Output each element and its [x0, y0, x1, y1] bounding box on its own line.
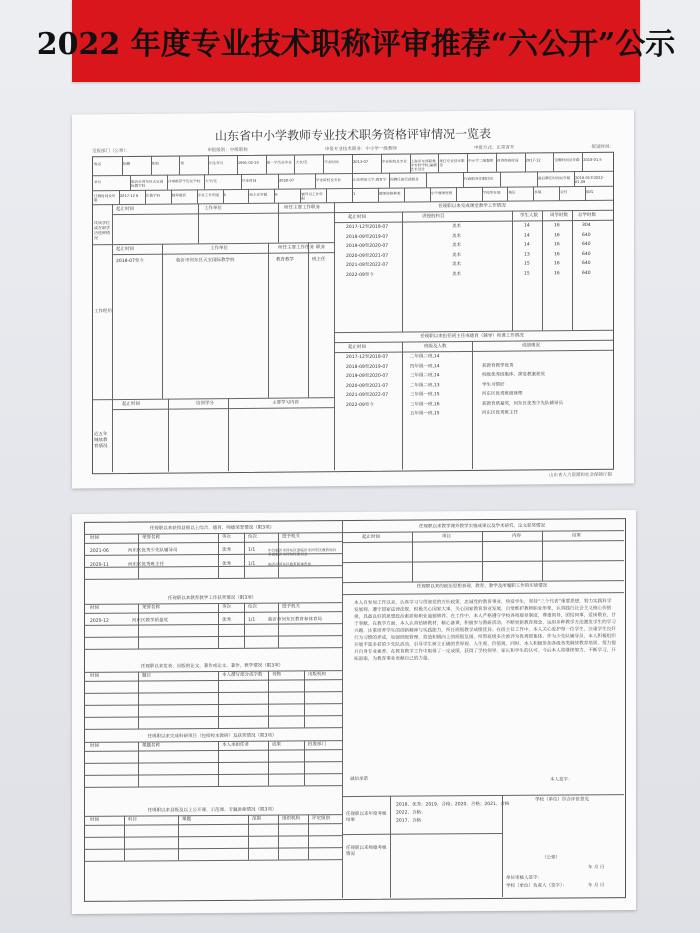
open_class-header: 评定级别 [312, 816, 330, 822]
table-rule [308, 242, 309, 397]
table-rule [323, 154, 324, 173]
work-section-label: 工作经历 [94, 309, 112, 315]
basic-info-cell: 学校所在地 [482, 190, 501, 195]
table-rule [456, 187, 457, 201]
date-label: 年 月 日 [588, 865, 605, 871]
table-rule [278, 174, 279, 189]
guidance-row-cell: 2022-09至今 [346, 402, 374, 408]
teaching-row-cell: 640 [582, 251, 591, 257]
table-rule [278, 203, 279, 243]
teaching-row-cell: 16 [554, 251, 560, 257]
table-rule [585, 186, 586, 200]
open_class-header: 时间 [90, 817, 99, 823]
basic-info-cell: 专业工作年限 [197, 193, 220, 198]
work-row-cell: 教育教学 [276, 257, 294, 263]
teaching-row-cell: 304 [582, 222, 591, 229]
honor-row-cell: 中共临沂市河东区委临沂市河东区教育局共青团临沂市河东区委员会 [268, 548, 337, 557]
papers-header: 本人撰写部分或字数 [222, 672, 263, 678]
table-rule [218, 671, 219, 728]
table-rule [352, 154, 353, 173]
basic-info-cell: 毕业时间 [324, 160, 339, 165]
table-rule [248, 189, 249, 203]
table-rule [389, 173, 390, 188]
commitment-label: 诚信承诺 [350, 776, 368, 783]
teaching_honors-header: 时间 [90, 605, 99, 611]
table-rule [582, 152, 583, 171]
table-rule [218, 603, 219, 648]
open_class-header: 课题 [182, 817, 191, 823]
research-title: 任现职以来完成科研项目（包括校本教研）及获奖情况（限3项） [147, 733, 277, 740]
honors-header: 荣誉名称 [142, 535, 160, 541]
table-rule [122, 156, 123, 175]
seal-label: （公章） [542, 855, 560, 861]
honors-header: 位次 [248, 534, 257, 540]
form-footer: 山东省人力资源和社会保障厅制 [549, 472, 612, 479]
teaching-row-cell: 16 [554, 223, 560, 229]
table-rule [525, 152, 526, 171]
right-top-header: 项目 [442, 534, 451, 540]
guidance-row-cell: 2019-09至2020-07 [346, 373, 389, 380]
table-rule [278, 815, 279, 860]
basic-info-cell: 偏远 [586, 189, 594, 194]
table-rule [472, 341, 473, 469]
teaching_honors-header: 位次 [248, 604, 257, 610]
teaching-row-cell: 16 [554, 242, 560, 248]
right-top-header: 结果 [572, 533, 581, 539]
teaching_honors-header: 等次 [222, 604, 231, 610]
honors-header: 等次 [222, 534, 231, 540]
basic-info-cell: 获得资格时间 [496, 158, 519, 163]
work-row-cell: 班主任 [312, 257, 326, 263]
guidance-row-cell: 获教育质量奖，河东区优秀少先队辅导员 [482, 400, 563, 407]
table-rule [124, 816, 125, 861]
basic-info-cell: 1 [353, 191, 356, 196]
table-rule [507, 187, 508, 201]
table-rule [218, 533, 219, 578]
table-rule [326, 188, 327, 202]
table-rule [381, 154, 382, 173]
table-rule [268, 741, 269, 786]
table-rule [197, 189, 198, 203]
guidance-row-cell: 获教育教学优秀 [482, 363, 514, 369]
teaching-row-cell: 640 [582, 260, 591, 267]
teaching-row-cell: 14 [524, 242, 530, 248]
table-rule [138, 742, 139, 787]
teaching-row-cell: 640 [582, 241, 591, 248]
papers-header: 时间 [90, 673, 99, 679]
study-header: 起止时间 [116, 206, 134, 213]
table-rule [244, 533, 245, 578]
table-rule [426, 172, 427, 187]
table-rule [162, 244, 163, 399]
assessment-label: 任现职以来年度考核结果 [346, 811, 387, 824]
table-rule [198, 203, 199, 243]
guidance-header: 起止时间 [348, 344, 366, 351]
teaching-row-cell: 美术 [452, 271, 461, 277]
table-rule [204, 174, 205, 189]
basic-info-cell: 2018-01,5 [583, 157, 602, 162]
basic-info-cell: 钢琴教育 [171, 193, 187, 198]
training-section-label: 近五年继续教育情况 [94, 432, 108, 450]
honor-row-cell: 1/1 [248, 547, 256, 553]
teaching-row-cell: 16 [554, 261, 560, 267]
honor-row-cell: 2021-06 [90, 548, 109, 554]
table-rule [268, 671, 269, 728]
teaching-header: 讲授的科目 [422, 214, 445, 220]
table-rule [412, 532, 413, 582]
right-top-header: 内容 [512, 533, 521, 539]
guidance-row-cell: 2021-09至2022-07 [346, 392, 389, 399]
table-rule [208, 155, 209, 174]
table-rule [248, 815, 249, 860]
basic-info-cell: 6 [275, 192, 278, 197]
basic-info-cell: 徐鹏 [122, 161, 130, 167]
basic-info-cell: 出生年月 [209, 161, 224, 166]
basic-info-cell: 第一学历及毕业 [266, 160, 292, 165]
honors-title: 任现职以来获得县级以上综合、德育、师德荣誉情况（限3项） [149, 525, 275, 532]
table-rule [119, 190, 120, 204]
banner-title: 2022 年度专业技术职称评审推荐“六公开”公示 [36, 27, 676, 62]
table-rule [304, 670, 305, 727]
teaching-honor-row-cell: 优秀 [222, 617, 231, 623]
work-header: 工作单位 [210, 246, 228, 252]
basic-info-cell: 受聘时间及年限 [554, 158, 580, 163]
table-rule [304, 740, 305, 785]
teaching-honor-row-cell: 河东区教学质量奖 [132, 618, 168, 624]
table-rule [404, 188, 405, 202]
table-rule [179, 156, 180, 175]
teaching_honors-header: 授予机关 [282, 604, 300, 610]
teaching-honor-row-cell: 2020-12 [90, 618, 109, 624]
table-rule [228, 398, 229, 471]
work-header: 起止时间 [116, 246, 134, 253]
table-rule [300, 188, 301, 202]
right-top-header: 起止时间 [362, 534, 380, 540]
teaching-row-cell: 2018-09至2019-07 [346, 234, 389, 240]
table-rule [496, 153, 497, 172]
achievement-form-sheet [72, 510, 636, 914]
meta-item: 申报专业技术职务：中小学一级教师 [324, 146, 397, 153]
guidance-header: 成绩情况 [522, 343, 540, 349]
teaching-row-cell: 美术 [452, 233, 461, 239]
evaluation-form-sheet [72, 110, 634, 489]
research-header: 时间 [90, 743, 99, 749]
table-rule [537, 171, 538, 186]
basic-info-cell: 毕业院校及专业 [316, 178, 342, 183]
basic-info-cell: 单位 [94, 180, 102, 185]
guidance-row-cell: 三年级二班,14 [410, 373, 440, 379]
teaching-row-cell: 2021-09至2022-07 [346, 262, 389, 269]
basic-info-cell: 小学教师资格 [430, 191, 453, 196]
guidance-row-cell: 四年级一班,14 [410, 363, 440, 370]
basic-info-cell: 大学/无 [205, 179, 217, 184]
table-rule [402, 342, 403, 470]
guidance-row-cell: 学生习惯好 [482, 382, 505, 388]
basic-info-cell: 毕业时间 [242, 178, 257, 183]
table-rule [402, 212, 403, 332]
signature-label: 本人签字： [550, 777, 573, 783]
basic-info-cell: 农村 [560, 190, 568, 195]
teaching-row-cell: 美术 [452, 252, 461, 258]
table-rule [438, 153, 439, 172]
teaching-header: 周学时数 [550, 213, 568, 219]
teaching-row-cell: 640 [582, 232, 591, 238]
basic-info-cell: 6 [223, 193, 226, 198]
table-rule [334, 202, 335, 470]
teaching-row-cell: 2020-09至2021-07 [346, 253, 389, 259]
table-rule [467, 153, 468, 172]
teaching-row-cell: 16 [554, 232, 560, 238]
table-rule [542, 210, 543, 330]
table-rule [138, 604, 139, 649]
research-header: 成果 [272, 742, 281, 748]
table-rule [138, 672, 139, 729]
basic-info-cell: 2013-07 [353, 159, 369, 164]
basic-info-cell: 大专/无 [295, 160, 308, 165]
teaching_honors-header: 荣誉名称 [142, 605, 160, 611]
date-label: 年 月 日 [588, 883, 605, 889]
training-header: 培训学分 [196, 401, 214, 407]
basic-info-cell: 任教学科 [145, 193, 161, 198]
table-rule [308, 814, 309, 859]
basic-info-cell: 最后聘任时间及年限 [538, 176, 571, 181]
table-rule [482, 531, 483, 581]
table-rule [294, 155, 295, 174]
teaching-header: 起止时间 [348, 214, 366, 221]
table-rule [574, 171, 575, 186]
table-rule [553, 152, 554, 171]
research-header: 本人承担任务 [222, 742, 249, 748]
table-rule [167, 175, 168, 190]
table-rule [266, 155, 267, 174]
basic-info-cell: 城区 [508, 190, 516, 195]
teaching-row-cell: 14 [524, 223, 530, 229]
papers-header: 刊物 [272, 672, 281, 678]
teaching-honor-row-cell: 临沂市河东区教育和体育局 [268, 617, 322, 623]
table-rule [533, 186, 534, 200]
meta-item: 申报级别：中级职称 [207, 147, 248, 154]
table-rule [482, 187, 483, 201]
honor-row-cell: 优秀 [222, 561, 231, 567]
basic-info-cell: 临沂市河东区天宝国际教学校 [131, 179, 164, 189]
basic-info-cell: 毕业院校及专业 [381, 159, 407, 164]
open_class-title: 任现职以来县级及以上公开课、示范课、专题讲座情况（限3项） [147, 807, 277, 814]
table-rule [542, 531, 543, 581]
teaching-row-cell: 2019-09至2020-07 [346, 243, 389, 250]
teaching-row-cell: 640 [582, 270, 591, 276]
guidance-row-cell: 2020-09至2021-07 [346, 383, 389, 389]
teaching-row-cell: 美术 [452, 224, 461, 230]
teaching-honor-row-cell: 1/1 [248, 617, 256, 623]
table-rule [352, 173, 353, 188]
basic-info-cell: 上海市东郊职教中专科学校,编剧艺术设计 [410, 159, 437, 172]
papers-header: 题目 [142, 673, 151, 679]
basic-info-cell: 现任专业技术职务 [439, 159, 465, 168]
assessment-line: 2018、优秀；2019、合格；2020、合格；2021、合格 [396, 801, 510, 808]
table-rule [241, 174, 242, 189]
work-summary-text: 本人自参加工作以来，认真学习与贯彻党的方针政策，忠诚党的教育事业，热爱学生，坚持“三个代表”重要思想，努力实践科学发展观，遵守国家法律法规，积极关心国家大事，关心国家教育事业发展，自觉维护教师职业形象，认真践行社会主义核心价值观，具备良好的思想政治素质和职业道德修养。在工作中，本人严格遵守学校各项规章制度，尊重领导，团结同事，爱岗敬业，甘于奉献。在教学方面，本人认真钻研教材，精心备课，积极参与教研活动，不断更新教育观念，运用多种教学方法激发学生的学习兴趣，注重培养学生的创新精神与实践能力，所任班级教学成绩优异。在班主任工作中，本人关心爱护每一位学生，注重学生良好行为习惯的养成，加强班级管理，营造积极向上的班级氛围，所带班级多次被评为优秀班集体。作为少先队辅导员，本人积极组织开展丰富多彩的少先队活动，引导学生树立正确的世界观、人生观、价值观。同时，本人积极参加各级各类继续教育培训，努力提升自身专业素养，在教育教学工作中取得了一定成绩，获得了学校领导、家长和学生的认可。今后本人将继续努力，不断学习，开拓进取，为教育事业贡献自己的力量。 [354, 599, 616, 662]
table-rule [278, 603, 279, 648]
teaching-row-cell: 16 [554, 270, 560, 276]
table-rule [138, 534, 139, 579]
assessment-line: 2017、合格 [396, 818, 421, 824]
table-rule [352, 188, 353, 202]
work-row-cell: 2018-07至今 [116, 258, 144, 265]
training-header: 主要学习内容 [272, 400, 299, 406]
summary-title: 任现职以来的政治思想表现、教育、教学及所履职工作的实绩情况 [416, 583, 548, 590]
announcement-banner [36, 0, 676, 82]
table-rule [151, 156, 152, 175]
work-row-cell: 临沂市河东区天宝国际教学校 [176, 258, 235, 264]
basic-info-cell: 2017-12 6 [119, 193, 139, 199]
table-rule [218, 741, 219, 786]
basic-info-cell: 评审推荐学历及学校 [168, 179, 201, 184]
honor-row-cell: 2020-11 [90, 562, 109, 568]
honors-header: 授予机关 [282, 534, 300, 540]
basic-info-cell: 现聘任的行政职务 [390, 177, 419, 182]
table-rule [502, 795, 503, 897]
basic-info-cell: 辅导员工作年限 [301, 192, 323, 201]
basic-info-cell: 性别 [151, 161, 159, 166]
table-rule [145, 190, 146, 204]
honor-row-cell: 临沂市河东区教育和体育局 [268, 562, 312, 567]
guidance-section-title: 任现职以来担任班主任或德育（辅导）和课工作情况 [420, 333, 524, 340]
teaching-row-cell: 13 [524, 251, 530, 258]
honors-header: 时间 [90, 535, 99, 541]
study-header: 工作单位 [204, 206, 222, 212]
basic-info-cell: 任教时间及年限 [94, 194, 116, 203]
guidance-row-cell: 河东区优秀班主任 [482, 410, 518, 416]
teaching-row-cell: 美术 [452, 262, 461, 268]
table-rule [430, 187, 431, 201]
table-rule [572, 210, 573, 330]
table-rule [342, 520, 343, 898]
meta-item: 呈报部门（公章）： [92, 148, 131, 155]
table-rule [559, 186, 560, 200]
teaching-row-cell: 美术 [452, 243, 461, 249]
basic-info-cell: 班主任年限 [249, 192, 268, 197]
teaching-header: 总学时数 [578, 212, 596, 219]
guidance-row-cell: 二年级二班,14 [410, 354, 440, 360]
teaching-row-cell: 15 [524, 261, 530, 267]
training-header: 起止时间 [122, 401, 140, 408]
table-rule [410, 154, 411, 173]
basic-info-cell: 男 [180, 161, 184, 166]
school-opinion-label: 学校（单位）综合评价意见 [535, 797, 589, 803]
table-rule [463, 172, 464, 187]
table-rule [500, 172, 501, 187]
assessment-line: 2022、合格； [396, 810, 426, 816]
table-rule [171, 190, 172, 204]
table-rule [178, 815, 179, 860]
basic-info-cell: 中小学二级教师 [468, 158, 494, 163]
table-rule [390, 796, 391, 898]
teaching-row-cell: 2017-12至2018-07 [346, 224, 389, 231]
study-section-label: 攻读学位或在职学历进修情况 [94, 220, 110, 241]
meta-item: 申报方式：正常晋升 [473, 145, 515, 151]
basic-info-cell: 山东师范大学,教育学 [353, 177, 387, 182]
table-rule [512, 211, 513, 331]
guidance-row-cell: 校级优秀班集体，演觉教案获奖 [482, 372, 545, 378]
open_class-header: 范围 [252, 816, 261, 822]
research-header: 批准部门 [308, 742, 326, 748]
table-rule [223, 189, 224, 203]
teaching-header: 学生人数 [520, 213, 538, 219]
honor-row-cell: 1/1 [248, 561, 256, 567]
guidance-row-cell: 三年级一班,16 [410, 401, 440, 408]
table-rule [168, 399, 169, 472]
work-header: 所任主要工作任务 [278, 245, 314, 251]
open_class-header: 科目 [128, 817, 137, 823]
basic-info-cell: 1991-02-10 [237, 160, 259, 166]
basic-info-cell: 教师资格种类 [378, 191, 401, 196]
teaching-row-cell: 15 [524, 270, 530, 277]
guidance-row-cell: 二年级二班,13 [410, 382, 440, 389]
teaching-section-title: 任现职以来完成课堂教学工作情况 [438, 203, 506, 210]
table-rule [268, 243, 269, 398]
honor-row-cell: 河东区优秀少先队辅导员 [128, 548, 178, 554]
table-rule [237, 155, 238, 174]
right-top-title: 任现职以来教学课外教学实施成果以及学术研究、论文获奖情况 [419, 523, 545, 530]
papers-title: 任现职以来发表、出版的论文、著作或论文、著作，教学情况（限3项） [140, 663, 284, 670]
meta-item: 报送时间： [591, 144, 614, 150]
basic-info-cell: 乡镇 [534, 190, 542, 195]
table-rule [244, 603, 245, 648]
basic-info-cell: 2019-01至2022-01,09 [575, 175, 605, 185]
guidance-row-cell: 五年级一班,15 [410, 411, 440, 417]
guidance-row-cell: 河东区优秀班级管理 [482, 391, 523, 397]
basic-info-cell: 2020-07 [279, 178, 295, 183]
teaching_honors-title: 任现职以来教育教学工作获奖情况（限3项） [167, 595, 257, 602]
honor-row-cell: 河东区优秀班主任 [128, 562, 164, 568]
basic-info-cell: 姓名 [94, 162, 102, 167]
table-rule [378, 188, 379, 202]
ethics-review-label: 任现职以来师德考核情况 [346, 845, 387, 858]
papers-header: 出版机构 [308, 672, 326, 678]
guidance-row-cell: 2017-12至2018-07 [346, 354, 389, 361]
teaching-row-cell: 2022-09至今 [346, 272, 374, 278]
basic-info-cell: 行政职务任职时间 [464, 176, 493, 182]
guidance-header: 班级及人数 [424, 344, 447, 350]
guidance-row-cell: 2018-09至2019-07 [346, 364, 389, 370]
study-header: 所任主要工作职务 [284, 205, 320, 211]
form-title: 山东省中小学教师专业技术职务资格评审情况一览表 [214, 126, 491, 144]
open_class-header: 组织机构 [282, 816, 300, 822]
table-rule [315, 173, 316, 188]
table-rule [274, 189, 275, 203]
teaching-row-cell: 14 [524, 232, 530, 239]
guidance-row-cell: 三年级一班,15 [410, 392, 440, 398]
work-header: 职务 [316, 245, 325, 251]
research-header: 课题名称 [142, 743, 160, 749]
basic-info-cell: 2017-12 [525, 158, 541, 163]
table-rule [130, 175, 131, 190]
honor-row-cell: 优秀 [222, 547, 231, 553]
leader-sign-label: 学校（单位）负责人（签字）： [506, 883, 567, 889]
unit-sign-label: 单位审核人签字： [506, 875, 542, 881]
